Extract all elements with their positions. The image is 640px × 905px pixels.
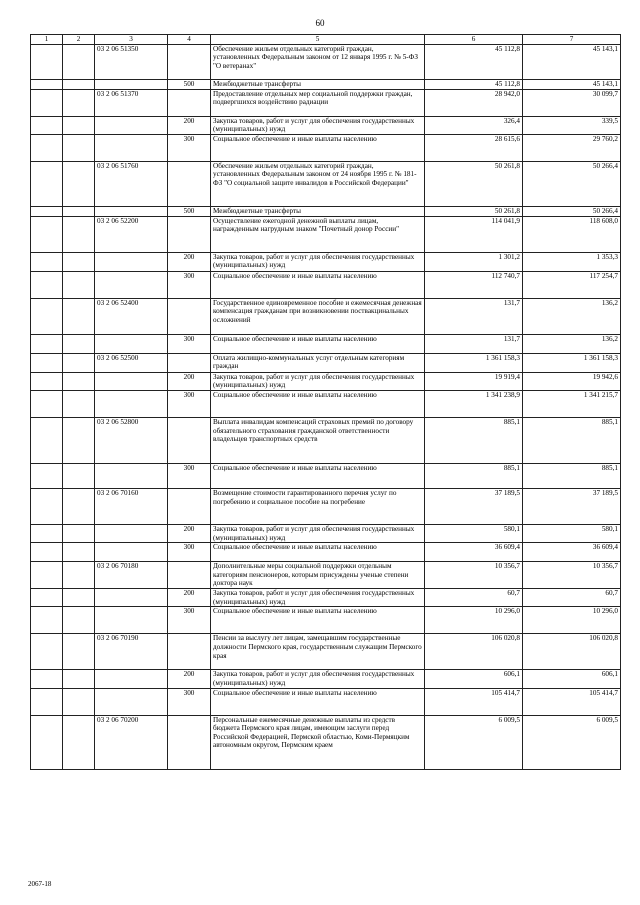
amount-col7: 10 356,7 bbox=[523, 562, 621, 589]
table-row bbox=[31, 116, 621, 134]
expense-type-code: 300 bbox=[168, 134, 211, 161]
amount-col7: 339,5 bbox=[523, 116, 621, 134]
cell-col1 bbox=[31, 252, 63, 271]
amount-col7: 45 143,1 bbox=[523, 79, 621, 89]
table-row bbox=[31, 562, 621, 589]
item-name: Закупка товаров, работ и услуг для обеспечения государственных (муниципальных) нужд bbox=[211, 252, 425, 271]
amount-col6: 105 414,7 bbox=[425, 688, 523, 715]
item-name: Персональные ежемесячные денежные выплаты из средств бюджета Пермского края лицам, имеющим заслуги перед Российской Федерацией, Пермской областью, Коми-Пермяцким автономным округом, Пермским краем bbox=[211, 715, 425, 769]
cell-col2 bbox=[63, 161, 95, 206]
item-name: Социальное обеспечение и иные выплаты населению bbox=[211, 463, 425, 488]
page-number: 60 bbox=[315, 18, 325, 28]
amount-col7: 117 254,7 bbox=[523, 271, 621, 298]
table-row bbox=[31, 463, 621, 488]
amount-col6: 114 041,9 bbox=[425, 216, 523, 252]
cell-col2 bbox=[63, 670, 95, 688]
target-article-code bbox=[95, 252, 168, 271]
table-row bbox=[31, 715, 621, 769]
item-name: Выплата инвалидам компенсаций страховых премий по договору обязательного страхования гражданской ответственности владельцев транспортных средств bbox=[211, 417, 425, 463]
cell-col1 bbox=[31, 390, 63, 417]
target-article-code bbox=[95, 607, 168, 634]
amount-col7: 37 189,5 bbox=[523, 488, 621, 524]
column-header: 3 bbox=[95, 35, 168, 45]
amount-col6: 36 609,4 bbox=[425, 543, 523, 562]
target-article-code: 03 2 06 52200 bbox=[95, 216, 168, 252]
item-name: Социальное обеспечение и иные выплаты населению bbox=[211, 271, 425, 298]
expense-type-code: 500 bbox=[168, 79, 211, 89]
item-name: Закупка товаров, работ и услуг для обеспечения государственных (муниципальных) нужд bbox=[211, 116, 425, 134]
table-row bbox=[31, 353, 621, 372]
table-row bbox=[31, 524, 621, 542]
cell-col1 bbox=[31, 562, 63, 589]
cell-col2 bbox=[63, 390, 95, 417]
amount-col7: 580,1 bbox=[523, 524, 621, 542]
item-name: Государственное единовременное пособие и ежемесячная денежная компенсация гражданам при возникновении поствакцинальных осложнений bbox=[211, 298, 425, 334]
cell-col2 bbox=[63, 216, 95, 252]
item-name: Социальное обеспечение и иные выплаты населению bbox=[211, 390, 425, 417]
cell-col2 bbox=[63, 463, 95, 488]
amount-col6: 885,1 bbox=[425, 417, 523, 463]
cell-col2 bbox=[63, 44, 95, 79]
target-article-code bbox=[95, 116, 168, 134]
item-name: Дополнительные меры социальной поддержки отдельным категориям пенсионеров, которым присуждены ученые степени доктора наук bbox=[211, 562, 425, 589]
expense-type-code: 300 bbox=[168, 463, 211, 488]
table-row bbox=[31, 271, 621, 298]
item-name: Социальное обеспечение и иные выплаты населению bbox=[211, 134, 425, 161]
cell-col1 bbox=[31, 543, 63, 562]
amount-col6: 1 361 158,3 bbox=[425, 353, 523, 372]
target-article-code bbox=[95, 334, 168, 353]
target-article-code: 03 2 06 70180 bbox=[95, 562, 168, 589]
column-header-row bbox=[31, 35, 621, 45]
amount-col6: 106 020,8 bbox=[425, 634, 523, 670]
amount-col7: 885,1 bbox=[523, 463, 621, 488]
item-name: Закупка товаров, работ и услуг для обеспечения государственных (муниципальных) нужд bbox=[211, 524, 425, 542]
amount-col6: 1 301,2 bbox=[425, 252, 523, 271]
table-row bbox=[31, 134, 621, 161]
expense-type-code: 200 bbox=[168, 252, 211, 271]
cell-col2 bbox=[63, 79, 95, 89]
table-row bbox=[31, 206, 621, 216]
amount-col6: 112 740,7 bbox=[425, 271, 523, 298]
cell-col2 bbox=[63, 252, 95, 271]
cell-col2 bbox=[63, 417, 95, 463]
amount-col6: 606,1 bbox=[425, 670, 523, 688]
cell-col2 bbox=[63, 334, 95, 353]
target-article-code bbox=[95, 372, 168, 390]
table-row bbox=[31, 334, 621, 353]
cell-col2 bbox=[63, 688, 95, 715]
table-row bbox=[31, 298, 621, 334]
cell-col1 bbox=[31, 161, 63, 206]
cell-col2 bbox=[63, 134, 95, 161]
cell-col2 bbox=[63, 298, 95, 334]
cell-col1 bbox=[31, 524, 63, 542]
table-row bbox=[31, 543, 621, 562]
amount-col7: 106 020,8 bbox=[523, 634, 621, 670]
amount-col7: 1 361 158,3 bbox=[523, 353, 621, 372]
amount-col7: 1 353,3 bbox=[523, 252, 621, 271]
expense-type-code bbox=[168, 89, 211, 116]
cell-col2 bbox=[63, 543, 95, 562]
table-row bbox=[31, 79, 621, 89]
cell-col2 bbox=[63, 524, 95, 542]
expense-type-code bbox=[168, 44, 211, 79]
target-article-code bbox=[95, 79, 168, 89]
expense-type-code: 200 bbox=[168, 670, 211, 688]
cell-col2 bbox=[63, 607, 95, 634]
expense-type-code bbox=[168, 634, 211, 670]
expense-type-code bbox=[168, 488, 211, 524]
amount-col6: 326,4 bbox=[425, 116, 523, 134]
item-name: Социальное обеспечение и иные выплаты населению bbox=[211, 334, 425, 353]
cell-col1 bbox=[31, 488, 63, 524]
amount-col6: 131,7 bbox=[425, 334, 523, 353]
cell-col2 bbox=[63, 116, 95, 134]
expense-type-code bbox=[168, 562, 211, 589]
target-article-code: 03 2 06 70160 bbox=[95, 488, 168, 524]
amount-col6: 580,1 bbox=[425, 524, 523, 542]
expense-type-code bbox=[168, 417, 211, 463]
amount-col7: 606,1 bbox=[523, 670, 621, 688]
expense-type-code: 300 bbox=[168, 390, 211, 417]
cell-col1 bbox=[31, 89, 63, 116]
cell-col1 bbox=[31, 589, 63, 607]
cell-col1 bbox=[31, 271, 63, 298]
amount-col7: 10 296,0 bbox=[523, 607, 621, 634]
amount-col7: 136,2 bbox=[523, 334, 621, 353]
table-row bbox=[31, 372, 621, 390]
expense-type-code: 300 bbox=[168, 271, 211, 298]
amount-col7: 105 414,7 bbox=[523, 688, 621, 715]
amount-col7: 118 608,0 bbox=[523, 216, 621, 252]
cell-col1 bbox=[31, 216, 63, 252]
amount-col6: 28 615,6 bbox=[425, 134, 523, 161]
cell-col1 bbox=[31, 715, 63, 769]
amount-col7: 45 143,1 bbox=[523, 44, 621, 79]
target-article-code: 03 2 06 52500 bbox=[95, 353, 168, 372]
cell-col1 bbox=[31, 417, 63, 463]
amount-col6: 6 009,5 bbox=[425, 715, 523, 769]
item-name: Межбюджетные трансферты bbox=[211, 79, 425, 89]
expense-type-code bbox=[168, 715, 211, 769]
amount-col7: 6 009,5 bbox=[523, 715, 621, 769]
target-article-code: 03 2 06 51760 bbox=[95, 161, 168, 206]
amount-col6: 37 189,5 bbox=[425, 488, 523, 524]
target-article-code bbox=[95, 463, 168, 488]
cell-col2 bbox=[63, 353, 95, 372]
item-name: Пенсии за выслугу лет лицам, замещавшим государственные должности Пермского края, государственным служащим Пермского края bbox=[211, 634, 425, 670]
cell-col2 bbox=[63, 488, 95, 524]
item-name: Социальное обеспечение и иные выплаты населению bbox=[211, 543, 425, 562]
expense-type-code: 200 bbox=[168, 589, 211, 607]
amount-col6: 131,7 bbox=[425, 298, 523, 334]
item-name: Социальное обеспечение и иные выплаты населению bbox=[211, 688, 425, 715]
column-header: 6 bbox=[425, 35, 523, 45]
expense-type-code bbox=[168, 161, 211, 206]
target-article-code bbox=[95, 589, 168, 607]
target-article-code bbox=[95, 543, 168, 562]
target-article-code bbox=[95, 134, 168, 161]
document-footer-code: 2067-18 bbox=[28, 880, 52, 888]
target-article-code: 03 2 06 51350 bbox=[95, 44, 168, 79]
cell-col2 bbox=[63, 634, 95, 670]
table-row bbox=[31, 688, 621, 715]
table-row bbox=[31, 589, 621, 607]
cell-col1 bbox=[31, 206, 63, 216]
item-name: Закупка товаров, работ и услуг для обеспечения государственных (муниципальных) нужд bbox=[211, 372, 425, 390]
table-row bbox=[31, 390, 621, 417]
amount-col6: 28 942,0 bbox=[425, 89, 523, 116]
amount-col6: 10 356,7 bbox=[425, 562, 523, 589]
item-name: Обеспечение жильем отдельных категорий граждан, установленных Федеральным законом от 24 ноября 1995 г. № 181-ФЗ "О социальной защите инвалидов в Российской Федерации" bbox=[211, 161, 425, 206]
table-row bbox=[31, 417, 621, 463]
cell-col1 bbox=[31, 353, 63, 372]
column-header: 7 bbox=[523, 35, 621, 45]
cell-col1 bbox=[31, 634, 63, 670]
target-article-code: 03 2 06 70200 bbox=[95, 715, 168, 769]
amount-col7: 29 760,2 bbox=[523, 134, 621, 161]
cell-col1 bbox=[31, 298, 63, 334]
expense-type-code: 300 bbox=[168, 543, 211, 562]
table-row bbox=[31, 161, 621, 206]
amount-col6: 45 112,8 bbox=[425, 79, 523, 89]
expense-type-code: 200 bbox=[168, 372, 211, 390]
target-article-code bbox=[95, 688, 168, 715]
table-row bbox=[31, 670, 621, 688]
budget-table bbox=[30, 34, 621, 770]
amount-col7: 50 266,4 bbox=[523, 161, 621, 206]
amount-col6: 50 261,8 bbox=[425, 161, 523, 206]
table-row bbox=[31, 44, 621, 79]
expense-type-code bbox=[168, 216, 211, 252]
amount-col6: 50 261,8 bbox=[425, 206, 523, 216]
cell-col1 bbox=[31, 670, 63, 688]
target-article-code bbox=[95, 670, 168, 688]
amount-col6: 45 112,8 bbox=[425, 44, 523, 79]
item-name: Закупка товаров, работ и услуг для обеспечения государственных (муниципальных) нужд bbox=[211, 670, 425, 688]
amount-col6: 10 296,0 bbox=[425, 607, 523, 634]
expense-type-code: 500 bbox=[168, 206, 211, 216]
target-article-code bbox=[95, 206, 168, 216]
amount-col6: 19 919,4 bbox=[425, 372, 523, 390]
column-header: 2 bbox=[63, 35, 95, 45]
amount-col7: 36 609,4 bbox=[523, 543, 621, 562]
expense-type-code: 200 bbox=[168, 116, 211, 134]
item-name: Социальное обеспечение и иные выплаты населению bbox=[211, 607, 425, 634]
target-article-code: 03 2 06 70190 bbox=[95, 634, 168, 670]
cell-col1 bbox=[31, 463, 63, 488]
expense-type-code bbox=[168, 353, 211, 372]
item-name: Межбюджетные трансферты bbox=[211, 206, 425, 216]
cell-col2 bbox=[63, 562, 95, 589]
table-row bbox=[31, 252, 621, 271]
cell-col2 bbox=[63, 271, 95, 298]
item-name: Оплата жилищно-коммунальных услуг отдельным категориям граждан bbox=[211, 353, 425, 372]
cell-col1 bbox=[31, 372, 63, 390]
amount-col6: 1 341 238,9 bbox=[425, 390, 523, 417]
item-name: Обеспечение жильем отдельных категорий граждан, установленных Федеральным законом от 12 января 1995 г. № 5-ФЗ "О ветеранах" bbox=[211, 44, 425, 79]
expense-type-code: 300 bbox=[168, 607, 211, 634]
cell-col1 bbox=[31, 334, 63, 353]
table-row bbox=[31, 607, 621, 634]
expense-type-code: 300 bbox=[168, 688, 211, 715]
cell-col1 bbox=[31, 134, 63, 161]
amount-col7: 50 266,4 bbox=[523, 206, 621, 216]
target-article-code bbox=[95, 524, 168, 542]
column-header: 5 bbox=[211, 35, 425, 45]
amount-col7: 30 099,7 bbox=[523, 89, 621, 116]
amount-col7: 60,7 bbox=[523, 589, 621, 607]
item-name: Осуществление ежегодной денежной выплаты лицам, награжденным нагрудным знаком "Почетный донор России" bbox=[211, 216, 425, 252]
target-article-code bbox=[95, 271, 168, 298]
cell-col1 bbox=[31, 607, 63, 634]
cell-col1 bbox=[31, 44, 63, 79]
item-name: Возмещение стоимости гарантированного перечня услуг по погребению и социальное пособие на погребение bbox=[211, 488, 425, 524]
column-header: 1 bbox=[31, 35, 63, 45]
column-header: 4 bbox=[168, 35, 211, 45]
table-row bbox=[31, 89, 621, 116]
cell-col2 bbox=[63, 206, 95, 216]
target-article-code: 03 2 06 52400 bbox=[95, 298, 168, 334]
amount-col7: 1 341 215,7 bbox=[523, 390, 621, 417]
expense-type-code: 200 bbox=[168, 524, 211, 542]
target-article-code bbox=[95, 390, 168, 417]
amount-col6: 885,1 bbox=[425, 463, 523, 488]
amount-col7: 136,2 bbox=[523, 298, 621, 334]
target-article-code: 03 2 06 51370 bbox=[95, 89, 168, 116]
amount-col7: 19 942,6 bbox=[523, 372, 621, 390]
cell-col2 bbox=[63, 372, 95, 390]
item-name: Предоставление отдельных мер социальной поддержки граждан, подвергшихся воздействию радиации bbox=[211, 89, 425, 116]
item-name: Закупка товаров, работ и услуг для обеспечения государственных (муниципальных) нужд bbox=[211, 589, 425, 607]
cell-col2 bbox=[63, 89, 95, 116]
table-row bbox=[31, 488, 621, 524]
expense-type-code: 300 bbox=[168, 334, 211, 353]
cell-col2 bbox=[63, 589, 95, 607]
table-row bbox=[31, 634, 621, 670]
cell-col1 bbox=[31, 688, 63, 715]
expense-type-code bbox=[168, 298, 211, 334]
cell-col2 bbox=[63, 715, 95, 769]
amount-col6: 60,7 bbox=[425, 589, 523, 607]
target-article-code: 03 2 06 52800 bbox=[95, 417, 168, 463]
table-row bbox=[31, 216, 621, 252]
cell-col1 bbox=[31, 79, 63, 89]
amount-col7: 885,1 bbox=[523, 417, 621, 463]
cell-col1 bbox=[31, 116, 63, 134]
